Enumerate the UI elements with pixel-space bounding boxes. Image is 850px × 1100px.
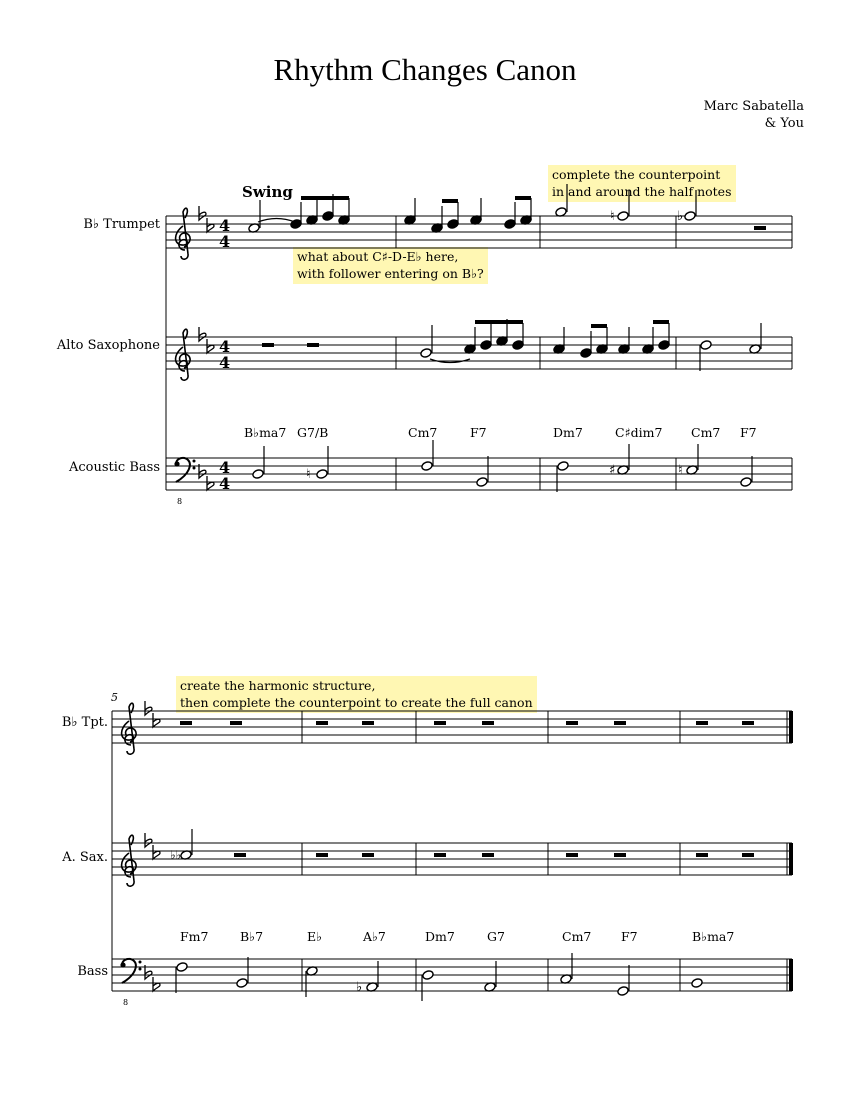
note-head bbox=[447, 219, 459, 230]
note-head bbox=[557, 461, 569, 472]
octave-mark: 8 bbox=[123, 998, 129, 1007]
annotation-counterpoint-line-1: complete the counterpoint bbox=[552, 167, 721, 182]
half-rest bbox=[316, 721, 328, 725]
natural-icon: ♮ bbox=[678, 463, 683, 478]
chord-symbol: C♯dim7 bbox=[615, 425, 663, 440]
chord-symbol: Dm7 bbox=[425, 929, 455, 944]
note-head bbox=[480, 340, 492, 351]
flat-icon bbox=[207, 476, 214, 490]
note-head bbox=[684, 211, 696, 222]
instrument-trumpet-short: B♭ Tpt. bbox=[61, 715, 108, 730]
note-head bbox=[236, 978, 248, 989]
chord-symbol: A♭7 bbox=[363, 929, 386, 944]
composer-line-1: Marc Sabatella bbox=[703, 99, 804, 114]
instrument-bass-short: Bass bbox=[77, 964, 108, 979]
chord-symbol: B♭ma7 bbox=[692, 929, 735, 944]
measure-number: 5 bbox=[111, 691, 118, 704]
half-rest bbox=[316, 853, 328, 857]
time-sig-top: 4 bbox=[219, 337, 231, 356]
half-rest bbox=[234, 853, 246, 857]
flat-icon: ♭ bbox=[677, 209, 684, 224]
note-head bbox=[691, 978, 703, 989]
note-head bbox=[420, 348, 432, 359]
note-head bbox=[422, 970, 434, 981]
score-title: Rhythm Changes Canon bbox=[273, 52, 577, 87]
time-sig-bottom: 4 bbox=[219, 232, 231, 251]
instrument-alto-sax: Alto Saxophone bbox=[56, 338, 160, 353]
chord-symbol: Cm7 bbox=[691, 425, 721, 440]
natural-icon: ♮ bbox=[610, 209, 615, 224]
time-sig-bottom: 4 bbox=[219, 353, 231, 372]
flat-icon: ♭♭ bbox=[170, 848, 182, 862]
annotation-counterpoint-line-2: in and around the half notes bbox=[552, 184, 732, 199]
note-head bbox=[617, 986, 629, 997]
chord-symbol: Cm7 bbox=[408, 425, 438, 440]
chord-symbol: G7 bbox=[487, 929, 505, 944]
note-head bbox=[580, 348, 592, 359]
instrument-alto-sax-short: A. Sax. bbox=[62, 850, 108, 865]
half-rest bbox=[742, 721, 754, 725]
natural-icon: ♮ bbox=[306, 467, 311, 482]
half-rest bbox=[362, 721, 374, 725]
annotation-harmony-line-2: then complete the counterpoint to create the full canon bbox=[180, 695, 533, 710]
half-rest bbox=[482, 853, 494, 857]
half-rest bbox=[434, 721, 446, 725]
bass-clef-icon bbox=[120, 959, 141, 983]
annotation-question-line-2: with follower entering on B♭? bbox=[297, 266, 484, 281]
chord-symbol: Cm7 bbox=[562, 929, 592, 944]
chord-symbol: B♭7 bbox=[240, 929, 264, 944]
time-sig-bottom: 4 bbox=[219, 474, 231, 493]
chord-symbol: Dm7 bbox=[553, 425, 583, 440]
note-head bbox=[658, 340, 670, 351]
half-rest bbox=[230, 721, 242, 725]
note-head bbox=[252, 469, 264, 480]
flat-icon bbox=[207, 218, 214, 232]
note-head bbox=[316, 469, 328, 480]
note-head bbox=[504, 219, 516, 230]
note-head bbox=[740, 477, 752, 488]
chord-symbol: E♭ bbox=[307, 929, 323, 944]
chord-symbol: F7 bbox=[621, 929, 638, 944]
composer-line-2: & You bbox=[764, 116, 804, 131]
tie bbox=[258, 219, 295, 223]
octave-mark: 8 bbox=[177, 497, 183, 506]
half-rest bbox=[482, 721, 494, 725]
flat-icon bbox=[153, 845, 160, 859]
flat-icon bbox=[199, 327, 206, 341]
chord-symbol: B♭ma7 bbox=[244, 425, 287, 440]
flat-icon bbox=[145, 701, 152, 715]
half-rest bbox=[434, 853, 446, 857]
time-sig-top: 4 bbox=[219, 458, 231, 477]
flat-icon bbox=[153, 713, 160, 727]
chord-symbol: G7/B bbox=[297, 425, 329, 440]
flat-icon bbox=[207, 339, 214, 353]
half-rest bbox=[614, 853, 626, 857]
annotation-harmony-line-1: create the harmonic structure, bbox=[180, 678, 376, 693]
chord-symbol: Fm7 bbox=[180, 929, 209, 944]
instrument-trumpet: B♭ Trumpet bbox=[83, 217, 160, 232]
note-head bbox=[322, 211, 334, 222]
flat-icon bbox=[153, 977, 160, 991]
half-rest bbox=[754, 226, 766, 230]
instrument-bass: Acoustic Bass bbox=[69, 460, 160, 475]
annotation-question-line-1: what about C♯-D-E♭ here, bbox=[297, 249, 459, 264]
note-head bbox=[512, 340, 524, 351]
half-rest bbox=[742, 853, 754, 857]
bass-clef-icon bbox=[174, 458, 195, 482]
note-head bbox=[700, 340, 712, 351]
note-head bbox=[421, 461, 433, 472]
chord-symbol: F7 bbox=[740, 425, 757, 440]
flat-icon bbox=[145, 833, 152, 847]
time-sig-top: 4 bbox=[219, 216, 231, 235]
chord-symbol: F7 bbox=[470, 425, 487, 440]
half-rest bbox=[180, 721, 192, 725]
note-head bbox=[176, 962, 188, 973]
note-head bbox=[617, 211, 629, 222]
half-rest bbox=[614, 721, 626, 725]
sharp-icon: ♯ bbox=[609, 463, 616, 478]
tempo-marking: Swing bbox=[242, 183, 293, 201]
half-rest bbox=[696, 721, 708, 725]
half-rest bbox=[566, 721, 578, 725]
half-rest bbox=[362, 853, 374, 857]
flat-icon: ♭ bbox=[356, 980, 363, 995]
half-rest bbox=[307, 343, 319, 347]
half-rest bbox=[262, 343, 274, 347]
flat-icon bbox=[199, 206, 206, 220]
half-rest bbox=[696, 853, 708, 857]
half-rest bbox=[566, 853, 578, 857]
note-head bbox=[476, 477, 488, 488]
